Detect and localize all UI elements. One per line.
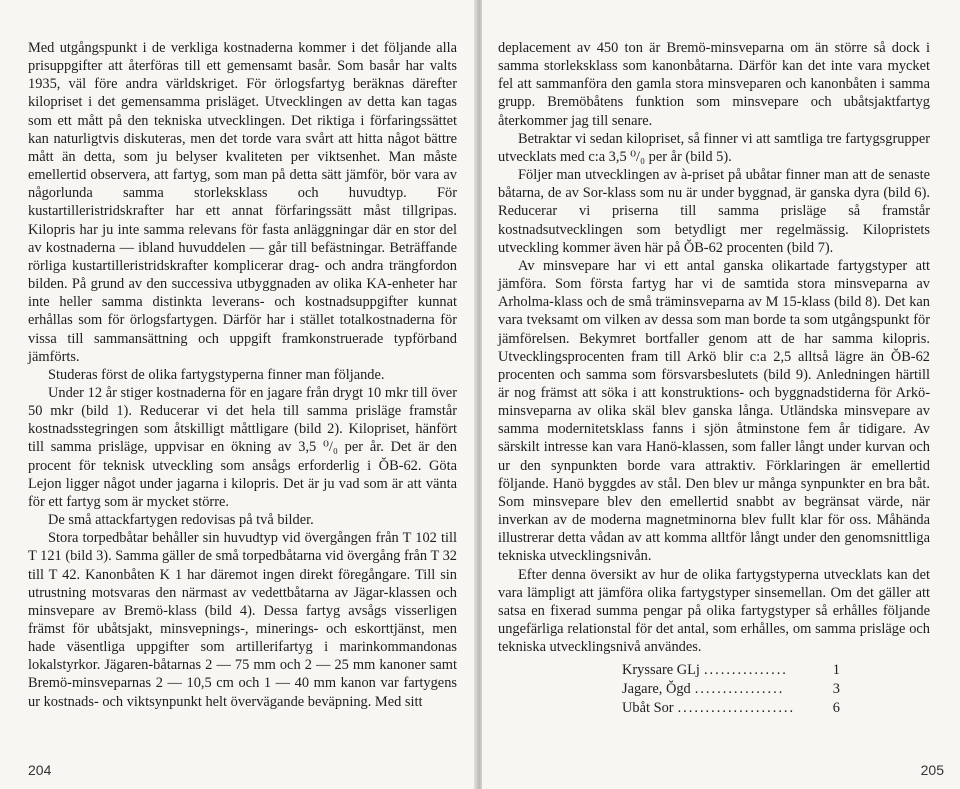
paragraph: Efter denna översikt av hur de olika fartygstyperna utvecklats kan det vara lämpligt att jämföra olika fartygstyper sinsemellan. Om det gäller att satsa en fixerad summa pengar på olika fartygstyper så erhålles följande ungefärliga relationstal för det antal, som erhålles, om samma prisläge och tekniska utvecklingsnivå användes.: [498, 566, 930, 656]
row-label: Jagare, Ŏgd: [622, 681, 691, 697]
page-number: 205: [920, 762, 944, 778]
table-row: [622, 699, 840, 718]
paragraph: Betraktar vi sedan kilopriset, så finner vi att samtliga tre fartygsgrupper utvecklats med c:a 3,5 ⁰/₀ per år (bild 5).: [498, 130, 931, 165]
paragraph: Studeras först de olika fartygstyperna finner man följande.: [48, 366, 385, 383]
paragraph: deplacement av 450 ton är Bremö-minsveparna om än större så dock i samma storleksklass som kanonbåtarna. Därför kan det inte vara mycket fel att sammanföra den gamla stora minsveparen och kanonbåten i samma grupp. Bremöbåtens funktion som minsvepare och ubåtsjaktfartyg återkommer jag till senare.: [498, 40, 930, 129]
row-label: Kryssare GLj: [622, 662, 700, 678]
page-number: 204: [28, 762, 52, 778]
row-value: 6: [832, 700, 840, 716]
dot-leader: .....................: [677, 700, 796, 716]
row-value: 1: [832, 662, 840, 678]
right-page-body: [498, 39, 930, 656]
paragraph: Under 12 år stiger kostnaderna för en jagare från drygt 10 mkr till över 50 mkr (bild 1). Reducerar vi det hela till samma prisläge framstår kostnadsstegringen som åtskilligt måttligare (bild 2). Kilopriset, hänfört till samma prisläge, uppvisar en ökning av 3,5 ⁰/₀ per år. Det är den procent för teknisk utveckling som ansågs erforderlig i ŎB-62. Göta Lejon ligger något under jagarna i kilopris. Det är ju vad som är att vänta för ett fartyg som är mycket större.: [28, 384, 457, 510]
left-page: [0, 0, 478, 789]
relation-table: [622, 661, 840, 718]
table-row: [622, 680, 840, 699]
table-row: [622, 661, 840, 680]
row-label: Ubåt Sor: [622, 700, 674, 716]
paragraph: Följer man utvecklingen av à-priset på ubåtar finner man att de senaste båtarna, de av Sor-klass som nu är under byggnad, är ganska dyra (bild 6). Reducerar vi priserna till samma prisläge så framstår kostnadsutvecklingen som betydligt mer regelmässig. Kilopristets utveckling kommer även här på ŎB-62 procenten (bild 7).: [498, 167, 930, 256]
paragraph: De små attackfartygen redovisas på två bilder.: [48, 512, 314, 529]
paragraph: Stora torpedbåtar behåller sin huvudtyp vid övergången från T 102 till T 121 (bild 3). Samma gäller de små torpedbåtarna vid övergång från T 32 till T 42. Kanonbåten K 1 har däremot ingen direkt föregångare. Till sin utrustning motsvaras den närmast av vedettbåtarna av Jägar-klassen och minsvepare av Bremö-klass (bild 4). Dessa fartyg avsågs visserligen främst för ubåtsjakt, minsvepnings-, minerings- och eskorttjänst, men hade väsentliga uppgifter som artillerifartyg i marinkommandonas lokalstyrkor. Jägaren-båtarnas 2 — 75 mm och 2 — 25 mm kanoner samt Bremö-minsveparnas 2 — 10,5 cm och 1 — 40 mm kanon var fartygens ur kostnads- och viktsynpunkt helt övervägande beväpning. Med sitt: [28, 530, 457, 710]
right-page: [482, 0, 960, 789]
dot-leader: ................: [694, 681, 785, 697]
left-page-body: [28, 39, 457, 711]
paragraph: Av minsvepare har vi ett antal ganska olikartade fartygstyper att jämföra. Som första fartyg har vi de samtida stora minsveparna av Arholma-klass och de små träminsveparna av M 15-klass (bild 8). Det kan vara tveksamt om vilken av dessa som man borde ta som utgångspunkt för jämförelsen. Bekymret bortfaller genom att de har samma kilopris. Utvecklingsprocenten fram till Arkö blir c:a 2,5 alltså lägre än ŎB-62 procenten och samma som försvarsbeslutets (bild 9). Anledningen härtill är nog främst att söka i att konstruktions- och byggnadstiderna för Arkö-minsveparna av olika skäl blev ganska långa. Utländska minsvepare av samma modernitetsklass fanns i sjön åtminstone fem år tidigare. Av särskilt intresse kan vara Hanö-klassen, som faller långt under kurvan och ur den synpunkten borde vara attraktiv. Förklaringen är emellertid följande. Hanö byggdes av stål. Den blev ur många synpunkter en bra båt. Som minsvepare blev den emellertid snabbt av begränsat värde, när inverkan av de moderna magnetminorna blev fullt klar för oss. Måhända illustrerar detta vådan av att komma alltför långt under den genomsnittliga tekniska utvecklingsnivån.: [498, 257, 930, 565]
row-value: 3: [832, 681, 840, 697]
dot-leader: ...............: [703, 662, 788, 678]
paragraph: Med utgångspunkt i de verkliga kostnaderna kommer i det följande alla prisuppgifter att återföras till ett gemensamt basår. Som basår har valts 1935, väl före andra världskriget. För örlogsfartyg beräknas därefter kilopriset i det gemensamma prisläget. Utvecklingen av detta kan tagas som ett mått på den tekniska utvecklingen. Det riktiga i förfaringssättet kan naturligtvis diskuteras, men det torde vara svårt att hitta något bättre mått än detta, som ju belyser kvaliteten per viktsenhet. Man måste emellertid observera, att fartyg, som man på detta sätt jämför, bör vara av någorlunda samma storleksklass och huvudtyp. För kustartilleristridskrafter har ett annat förfaringssätt måst tillgripas. Kilopris har ju inte samma relevans för fasta anläggningar där en stor del av kostnaderna — ibland huvuddelen — går till befästningar. Beträffande rörliga kustartilleristridskrafter komplicerar drag- och andra trängfordon bilden. På grund av den successiva utbyggnaden av olika KA-enheter har inte heller samma distinkta leverans- och kostnadsuppgifter kunnat erhållas som för örlogsfartygen. Därför har i stället totalkostnaderna för vissa till sammansättning och uppgift framkonstruerade typförband jämförts.: [28, 40, 457, 365]
